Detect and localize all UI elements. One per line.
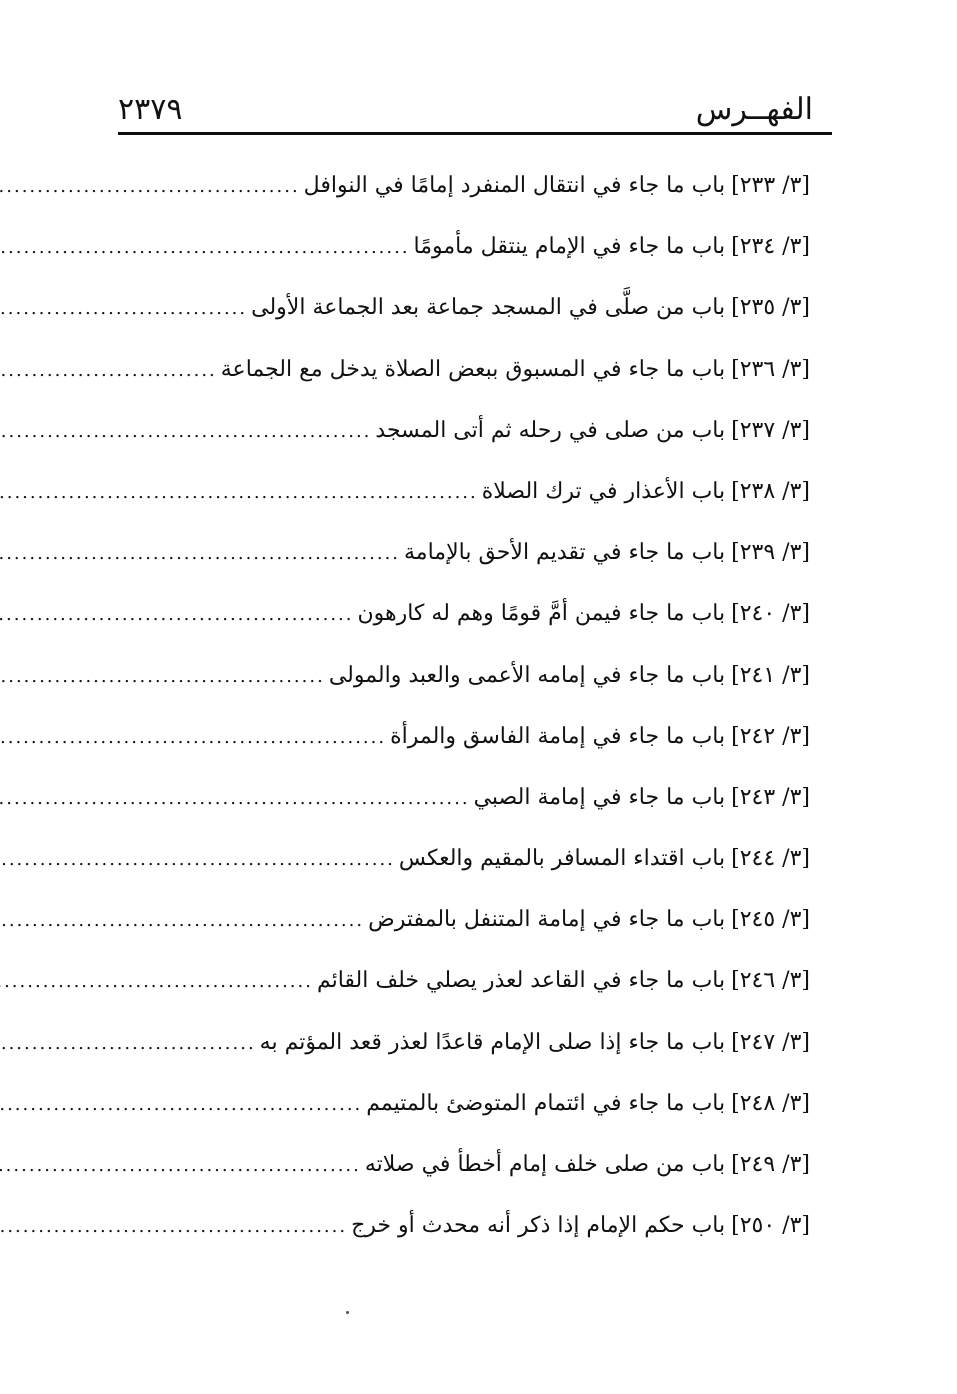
header-divider [118,132,832,135]
toc-entry [124,400,810,461]
toc-entry [124,950,810,1011]
entry-reference: [٣/ ٢٥٠] [731,1213,810,1239]
dot-leader [0,829,395,890]
toc-entry [124,216,810,277]
toc-entry [124,767,810,828]
page-number: ٢٣٧٩ [118,92,183,127]
toc-entry [124,889,810,950]
entry-title: باب ما جاء في إمامة الفاسق والمرأة [390,723,726,749]
toc-entry [124,277,810,338]
entry-title: باب ما جاء في إمامة المتنفل بالمفترض [368,907,726,933]
entry-title: باب ما جاء فيمن أمَّ قومًا وهم له كارهون [357,601,726,627]
entry-reference: [٣/ ٢٤٤] [731,846,810,872]
dot-leader [0,1135,361,1196]
entry-title: باب ما جاء في تقديم الأحق بالإمامة [404,540,726,566]
dot-leader [0,217,410,278]
entry-reference: [٣/ ٢٣٨] [731,478,810,504]
dot-leader [0,156,300,217]
stray-dot [346,1311,349,1314]
entry-title: باب اقتداء المسافر بالمقيم والعكس [398,846,726,872]
entry-title: باب ما جاء إذا صلى الإمام قاعدًا لعذر قعد المؤتم به [259,1029,726,1055]
toc-entry [124,461,810,522]
entry-reference: [٣/ ٢٣٧] [731,417,810,443]
table-of-contents [124,155,810,1256]
entry-reference: [٣/ ٢٤٨] [731,1090,810,1116]
entry-reference: [٣/ ٢٤٥] [731,907,810,933]
toc-entry [124,828,810,889]
dot-leader [0,890,364,951]
toc-entry [124,706,810,767]
entry-reference: [٣/ ٢٤٣] [731,784,810,810]
entry-reference: [٣/ ٢٣٥] [731,295,810,321]
dot-leader [0,1074,362,1135]
dot-leader [0,707,386,768]
dot-leader [0,1196,347,1257]
dot-leader [0,278,247,339]
toc-entry [124,1073,810,1134]
toc-entry [124,1195,810,1256]
dot-leader [0,584,353,645]
entry-reference: [٣/ ٢٣٩] [731,540,810,566]
dot-leader [0,646,325,707]
entry-title: باب من صلَّى في المسجد جماعة بعد الجماعة الأولى [251,295,726,321]
entry-title: باب حكم الإمام إذا ذكر أنه محدث أو خرج [351,1213,726,1239]
dot-leader [0,1013,256,1074]
toc-entry [124,583,810,644]
entry-title: باب ما جاء في إمامه الأعمى والعبد والمولى [328,662,726,688]
entry-title: باب ما جاء في انتقال المنفرد إمامًا في النوافل [303,173,726,198]
dot-leader [0,951,313,1012]
entry-title: باب ما جاء في الإمام ينتقل مأمومًا [413,234,726,260]
entry-reference: [٣/ ٢٤٦] [731,968,810,994]
toc-entry [124,339,810,400]
entry-title: باب من صلى خلف إمام أخطأ في صلاته [364,1152,726,1177]
entry-title: باب الأعذار في ترك الصلاة [481,478,726,504]
entry-reference: [٣/ ٢٤٧] [731,1029,810,1055]
entry-title: باب ما جاء في إمامة الصبي [473,784,726,810]
entry-reference: [٣/ ٢٣٤] [731,234,810,260]
entry-title: باب ما جاء في المسبوق ببعض الصلاة يدخل مع الجماعة [220,356,726,382]
entry-reference: [٣/ ٢٤٩] [731,1152,810,1177]
toc-entry [124,645,810,706]
dot-leader [0,523,400,584]
entry-reference: [٣/ ٢٤٠] [731,601,810,627]
entry-title: باب ما جاء في ائتمام المتوضئ بالمتيمم [366,1090,726,1116]
entry-title: باب ما جاء في القاعد لعذر يصلي خلف القائم [316,968,726,994]
page-header [118,92,813,128]
toc-entry [124,155,810,216]
entry-reference: [٣/ ٢٤١] [731,662,810,688]
page-title: الفهــرس [695,92,813,127]
entry-reference: [٣/ ٢٣٦] [731,356,810,382]
dot-leader [0,768,470,829]
toc-entry [124,1012,810,1073]
dot-leader [0,340,217,401]
toc-entry [124,522,810,583]
entry-title: باب من صلى في رحله ثم أتى المسجد [375,417,726,443]
dot-leader [0,401,371,462]
entry-reference: [٣/ ٢٤٢] [731,723,810,749]
entry-reference: [٣/ ٢٣٣] [731,173,810,198]
toc-entry [124,1134,810,1195]
dot-leader [0,462,478,523]
